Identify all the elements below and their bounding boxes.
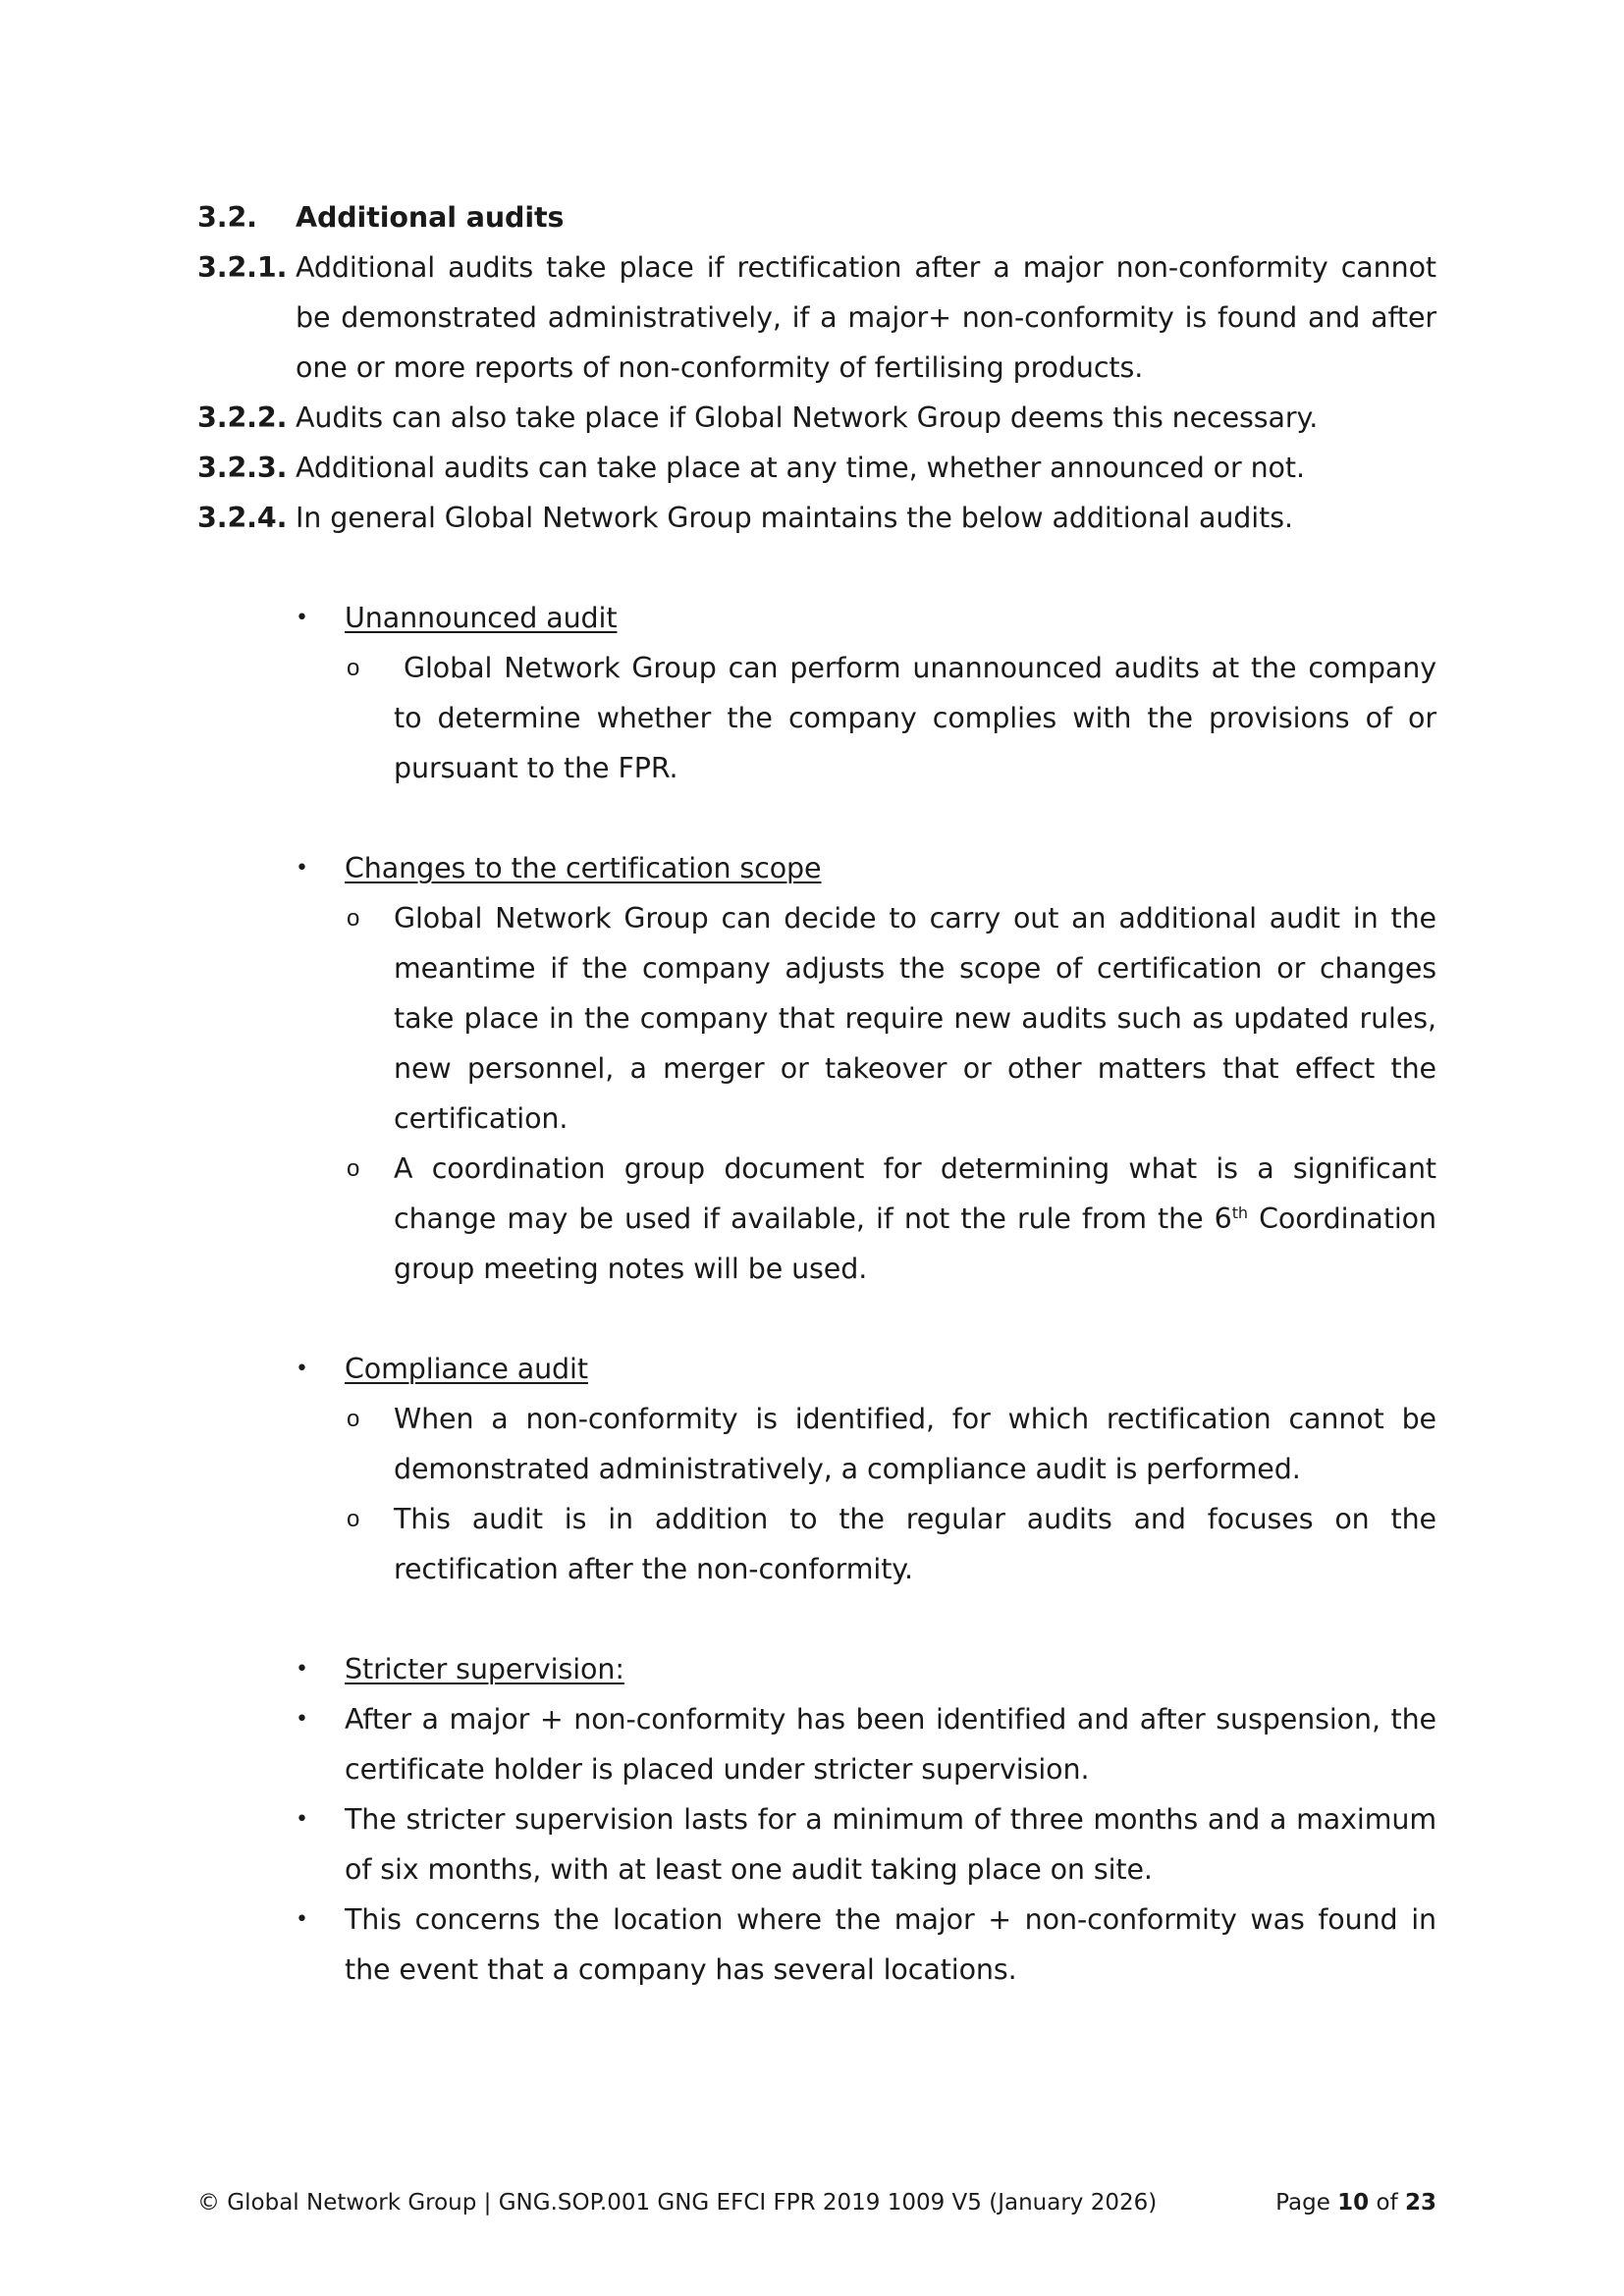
page-number bbox=[1275, 2188, 1436, 2217]
paragraph-text: In general Global Network Group maintains the below additional audits. bbox=[296, 502, 1293, 534]
sub-bullet-mark: o bbox=[347, 655, 360, 681]
bullet-item bbox=[296, 1344, 1436, 1394]
page-current: 10 bbox=[1337, 2190, 1370, 2216]
bullet-item bbox=[296, 1694, 1436, 1794]
bullet-mark: • bbox=[296, 606, 308, 630]
sub-bullet-item bbox=[345, 643, 1436, 793]
bullet-text: This concerns the location where the major + non-conformity was found in the event that a company has several locations. bbox=[345, 1903, 1436, 1986]
bullet-item bbox=[296, 843, 1436, 893]
compliance-audit-heading: Compliance audit bbox=[345, 1353, 588, 1385]
paragraph bbox=[197, 493, 1436, 543]
paragraph bbox=[197, 393, 1436, 443]
of-word: of bbox=[1376, 2190, 1398, 2216]
sub-bullet-item bbox=[345, 1144, 1436, 1294]
sub-bullet-mark: o bbox=[347, 1506, 360, 1532]
paragraph-number: 3.2.4. bbox=[197, 502, 288, 534]
sub-bullet-item bbox=[345, 893, 1436, 1144]
bullet-item bbox=[296, 1644, 1436, 1694]
bullet-mark: • bbox=[296, 1807, 308, 1832]
section-heading bbox=[197, 192, 1436, 242]
page-footer bbox=[197, 2188, 1436, 2217]
paragraph-text: Additional audits take place if rectification after a major non-conformity cannot be demonstrated administratively, if a major+ non-conformity is found and after one or more reports of non-conformity of fertilising products. bbox=[296, 251, 1436, 384]
bullet-mark: • bbox=[296, 1357, 308, 1381]
sub-bullet-mark: o bbox=[347, 905, 360, 932]
bullet-item bbox=[296, 1794, 1436, 1895]
sub-bullet-text: When a non-conformity is identified, for which rectification cannot be demonstrated administratively, a compliance audit is performed. bbox=[394, 1403, 1436, 1485]
paragraph-number: 3.2.3. bbox=[197, 452, 288, 484]
unannounced-audit-heading: Unannounced audit bbox=[345, 602, 618, 634]
coordination-text-end: Coordination group meeting notes will be used. bbox=[394, 1202, 1436, 1285]
sub-bullet-text: Global Network Group can decide to carry out an additional audit in the meantime if the company adjusts the scope of certification or changes take place in the company that require new audits such as updated rules, new personnel, a merger or takeover or other matters that effect the certification. bbox=[394, 902, 1436, 1135]
sub-bullet-item bbox=[345, 1394, 1436, 1494]
paragraph bbox=[197, 443, 1436, 493]
coordination-text-start: A coordination group document for determining what is a significant change may be used if available, if not the rule from the 6 bbox=[394, 1152, 1436, 1235]
bullet-mark: • bbox=[296, 1657, 308, 1682]
paragraph-number: 3.2.2. bbox=[197, 401, 288, 434]
sub-bullet-item bbox=[345, 1494, 1436, 1594]
bullet-mark: • bbox=[296, 1907, 308, 1932]
section-title: Additional audits bbox=[296, 201, 565, 234]
ordinal-suffix: th bbox=[1231, 1203, 1248, 1222]
sub-bullet-text bbox=[394, 1144, 1436, 1294]
page-content bbox=[197, 192, 1436, 1995]
footer-copyright: © Global Network Group | GNG.SOP.001 GNG EFCI FPR 2019 1009 V5 (January 2026) bbox=[197, 2190, 1158, 2216]
scope-changes-heading: Changes to the certification scope bbox=[345, 852, 822, 884]
bullet-text: After a major + non-conformity has been identified and after suspension, the certificate holder is placed under stricter supervision. bbox=[345, 1703, 1436, 1786]
paragraph bbox=[197, 242, 1436, 393]
sub-bullet-mark: o bbox=[347, 1406, 360, 1432]
sub-bullet-text: Global Network Group can perform unannounced audits at the company to determine whether the company complies with the provisions of or pursuant to the FPR. bbox=[394, 652, 1436, 784]
sub-bullet-text: This audit is in addition to the regular audits and focuses on the rectification after the non-conformity. bbox=[394, 1503, 1436, 1585]
bullet-mark: • bbox=[296, 1707, 308, 1732]
page-word: Page bbox=[1275, 2190, 1330, 2216]
paragraph-text: Additional audits can take place at any time, whether announced or not. bbox=[296, 452, 1305, 484]
page-total: 23 bbox=[1404, 2190, 1436, 2216]
bullet-mark: • bbox=[296, 856, 308, 881]
bullet-item bbox=[296, 593, 1436, 643]
bullet-text: The stricter supervision lasts for a minimum of three months and a maximum of six months, with at least one audit taking place on site. bbox=[345, 1803, 1436, 1886]
paragraph-number: 3.2.1. bbox=[197, 251, 288, 284]
paragraph-text: Audits can also take place if Global Network Group deems this necessary. bbox=[296, 401, 1319, 434]
bullet-item bbox=[296, 1895, 1436, 1995]
stricter-supervision-heading: Stricter supervision: bbox=[345, 1653, 624, 1685]
section-number: 3.2. bbox=[197, 201, 257, 234]
sub-bullet-mark: o bbox=[347, 1155, 360, 1182]
